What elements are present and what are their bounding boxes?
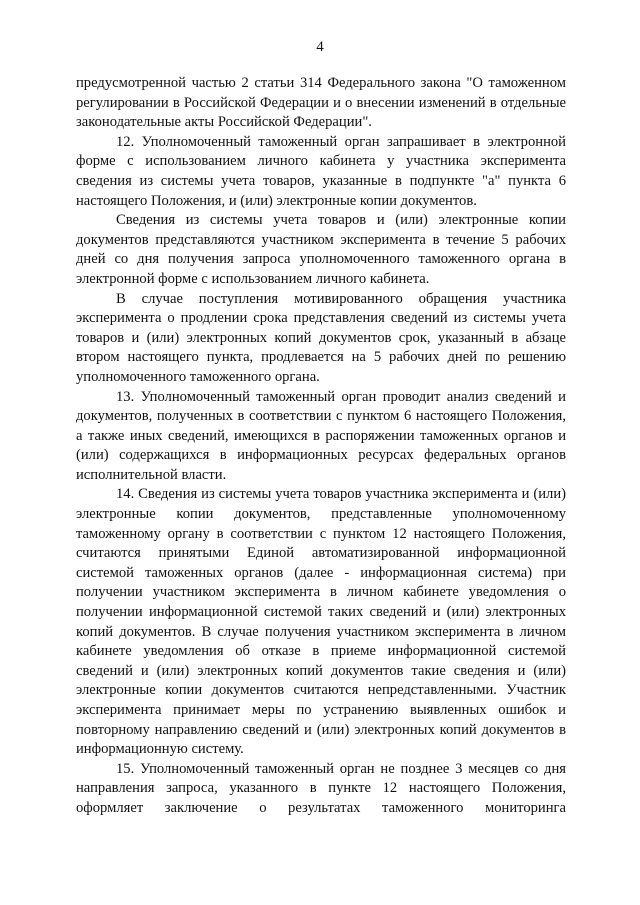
paragraph-item-15: 15. Уполномоченный таможенный орган не позднее 3 месяцев со дня направления запроса, указанного в пункте 12 настоящего Положения, оформляет заключение о результатах таможенного мониторинга xyxy=(76,760,566,816)
paragraph-item-13: 13. Уполномоченный таможенный орган проводит анализ сведений и документов, полученных в соответствии с пунктом 6 настоящего Положения, а также иных сведений, имеющихся в распоряжении таможенных органов и (или) содержащихся в информационных ресурсах федеральных органов исполнительной власти. xyxy=(76,388,566,483)
paragraph: предусмотренной частью 2 статьи 314 Федерального закона "О таможенном регулировании в Российской Федерации и о внесении изменений в отдельные законодательные акты Российской Федерации". xyxy=(76,75,566,131)
document-body xyxy=(76,74,566,819)
page-number: 4 xyxy=(316,39,324,55)
paragraph-item-14: 14. Сведения из системы учета товаров участника эксперимента и (или) электронные копии документов, представленные уполномоченному таможенному органу в соответствии с пунктом 12 настоящего Положения, считаются принятыми Единой автоматизированной информационной системой таможенных органов (далее - информационная система) при получении участником эксперимента в личном кабинете уведомления о получении информационной системой таких сведений и (или) электронных копий документов. В случае получения участником эксперимента в личном кабинете уведомления об отказе в приеме информационной системой сведений и (или) электронных копий документов такие сведения и (или) электронные копии документов считаются непредставленными. Участник эксперимента принимает меры по устранению выявленных ошибок и повторному направлению сведений и (или) электронных копий документов в информационную систему. xyxy=(76,486,566,758)
paragraph: Сведения из системы учета товаров и (или) электронные копии документов представляются участником эксперимента в течение 5 рабочих дней со дня получения запроса уполномоченного таможенного органа в электронной форме с использованием личного кабинета. xyxy=(76,212,566,287)
paragraph: В случае поступления мотивированного обращения участника эксперимента о продлении срока представления сведений из системы учета товаров и (или) электронных копий документов срок, указанный в абзаце втором настоящего пункта, продлевается на 5 рабочих дней по решению уполномоченного таможенного органа. xyxy=(76,290,566,385)
paragraph-item-12: 12. Уполномоченный таможенный орган запрашивает в электронной форме с использованием личного кабинета у участника эксперимента сведения из системы учета товаров, указанные в подпункте "а" пункта 6 настоящего Положения, и (или) электронные копии документов. xyxy=(76,133,566,209)
